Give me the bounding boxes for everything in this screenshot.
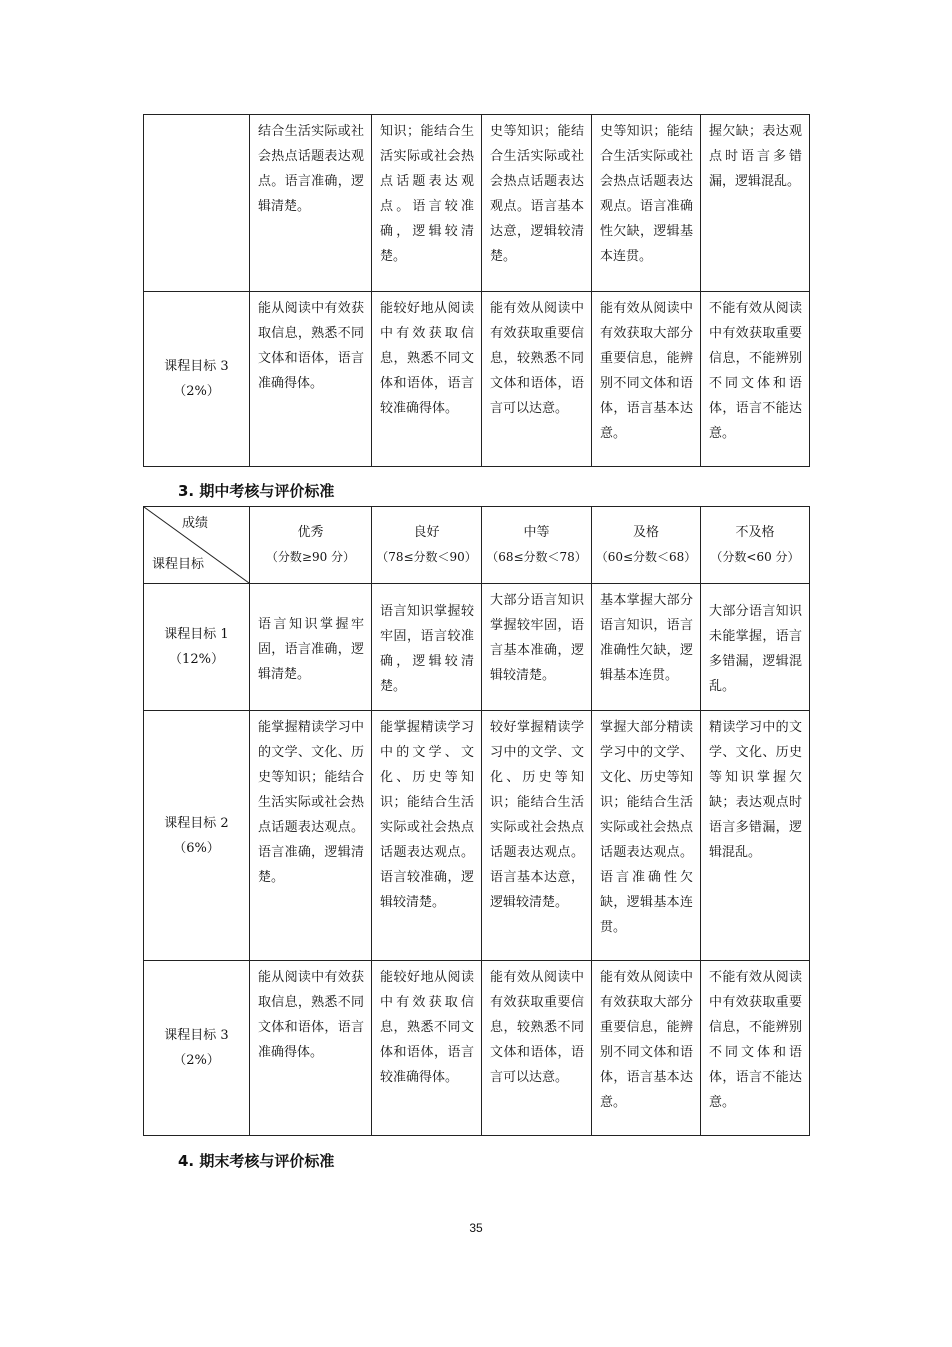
goal-weight: （2%） — [173, 1053, 220, 1068]
goal-label: 课程目标 3 — [164, 359, 229, 374]
goal-label: 课程目标 1 — [164, 627, 229, 642]
criteria-cell: 大部分语言知识未能掌握，语言多错漏，逻辑混乱。 — [701, 584, 810, 711]
criteria-cell: 能有效从阅读中有效获取大部分重要信息，能辨别不同文体和语体，语言基本达意。 — [592, 961, 701, 1136]
goal-cell — [144, 711, 250, 961]
grade-label: 良好 — [413, 525, 440, 540]
criteria-cell: 史等知识；能结合生活实际或社会热点话题表达观点。语言基本达意，逻辑较清楚。 — [482, 115, 592, 292]
grade-label: 中等 — [523, 525, 550, 540]
goal-cell — [144, 584, 250, 711]
grade-header — [250, 507, 372, 584]
criteria-cell: 握欠缺；表达观点时语言多错漏，逻辑混乱。 — [701, 115, 810, 292]
criteria-cell: 能有效从阅读中有效获取重要信息，较熟悉不同文体和语体，语言可以达意。 — [482, 961, 592, 1136]
goal-weight: （12%） — [169, 652, 224, 667]
criteria-cell: 能掌握精读学习中的文学、文化、历史等知识；能结合生活实际或社会热点话题表达观点。语言较准确，逻辑较清楚。 — [372, 711, 482, 961]
criteria-cell: 不能有效从阅读中有效获取重要信息，不能辨别不同文体和语体，语言不能达意。 — [701, 961, 810, 1136]
criteria-cell: 精读学习中的文学、文化、历史等知识掌握欠缺；表达观点时语言多错漏，逻辑混乱。 — [701, 711, 810, 961]
grade-header — [701, 507, 810, 584]
criteria-cell: 知识；能结合生活实际或社会热点话题表达观点。语言较准确，逻辑较清楚。 — [372, 115, 482, 292]
corner-grade-label: 成绩 — [182, 516, 209, 531]
grade-header — [372, 507, 482, 584]
criteria-cell: 能掌握精读学习中的文学、文化、历史等知识；能结合生活实际或社会热点话题表达观点。语言准确，逻辑清楚。 — [250, 711, 372, 961]
criteria-cell: 能有效从阅读中有效获取大部分重要信息，能辨别不同文体和语体，语言基本达意。 — [592, 292, 701, 467]
grade-range: （分数≥90 分） — [265, 550, 356, 564]
grade-label: 及格 — [632, 525, 659, 540]
grade-range: （60≤分数＜68） — [595, 550, 697, 564]
criteria-cell: 能从阅读中有效获取信息，熟悉不同文体和语体，语言准确得体。 — [250, 961, 372, 1136]
criteria-cell: 基本掌握大部分语言知识，语言准确性欠缺，逻辑基本连贯。 — [592, 584, 701, 711]
table-row — [144, 961, 810, 1136]
criteria-cell: 语言知识掌握牢固，语言准确，逻辑清楚。 — [250, 584, 372, 711]
grade-header — [592, 507, 701, 584]
goal-cell — [144, 961, 250, 1136]
criteria-cell: 语言知识掌握较牢固，语言较准确，逻辑较清楚。 — [372, 584, 482, 711]
goal-weight: （2%） — [173, 384, 220, 399]
criteria-cell: 大部分语言知识掌握较牢固，语言基本准确，逻辑较清楚。 — [482, 584, 592, 711]
criteria-cell: 能从阅读中有效获取信息，熟悉不同文体和语体，语言准确得体。 — [250, 292, 372, 467]
criteria-cell: 结合生活实际或社会热点话题表达观点。语言准确，逻辑清楚。 — [250, 115, 372, 292]
grade-range: （68≤分数＜78） — [486, 550, 587, 564]
midterm-criteria-table — [143, 506, 810, 1136]
goal-cell — [144, 292, 250, 467]
goal-label: 课程目标 2 — [164, 815, 229, 831]
criteria-cell: 能有效从阅读中有效获取重要信息，较熟悉不同文体和语体，语言可以达意。 — [482, 292, 592, 467]
criteria-cell: 不能有效从阅读中有效获取重要信息，不能辨别不同文体和语体，语言不能达意。 — [701, 292, 810, 467]
goal-weight: （6%） — [173, 840, 220, 856]
page-number: 35 — [469, 1221, 483, 1235]
corner-goal-label: 课程目标 — [152, 557, 205, 572]
goal-cell — [144, 115, 250, 292]
criteria-cell: 史等知识；能结合生活实际或社会热点话题表达观点。语言准确性欠缺，逻辑基本连贯。 — [592, 115, 701, 292]
criteria-cell: 能较好地从阅读中有效获取信息，熟悉不同文体和语体，语言较准确得体。 — [372, 292, 482, 467]
table-row — [144, 584, 810, 711]
table-header-row — [144, 507, 810, 584]
table-row — [144, 711, 810, 961]
grade-range: （分数<60 分） — [710, 550, 800, 564]
grade-range: （78≤分数＜90） — [376, 550, 477, 564]
section-heading-midterm: 3. 期中考核与评价标准 — [178, 482, 335, 500]
grade-header — [482, 507, 592, 584]
section-heading-final: 4. 期末考核与评价标准 — [178, 1152, 335, 1170]
criteria-cell: 掌握大部分精读学习中的文学、文化、历史等知识；能结合生活实际或社会热点话题表达观点。语言准确性欠缺，逻辑基本连贯。 — [592, 711, 701, 961]
criteria-cell: 能较好地从阅读中有效获取信息，熟悉不同文体和语体，语言较准确得体。 — [372, 961, 482, 1136]
grade-label: 不及格 — [735, 525, 775, 540]
top-criteria-table — [143, 114, 810, 467]
table-row — [144, 115, 810, 292]
diagonal-header-cell — [144, 507, 250, 584]
table-row — [144, 292, 810, 467]
grade-label: 优秀 — [297, 525, 324, 540]
goal-label: 课程目标 3 — [164, 1028, 229, 1043]
criteria-cell: 较好掌握精读学习中的文学、文化、历史等知识；能结合生活实际或社会热点话题表达观点。语言基本达意，逻辑较清楚。 — [482, 711, 592, 961]
